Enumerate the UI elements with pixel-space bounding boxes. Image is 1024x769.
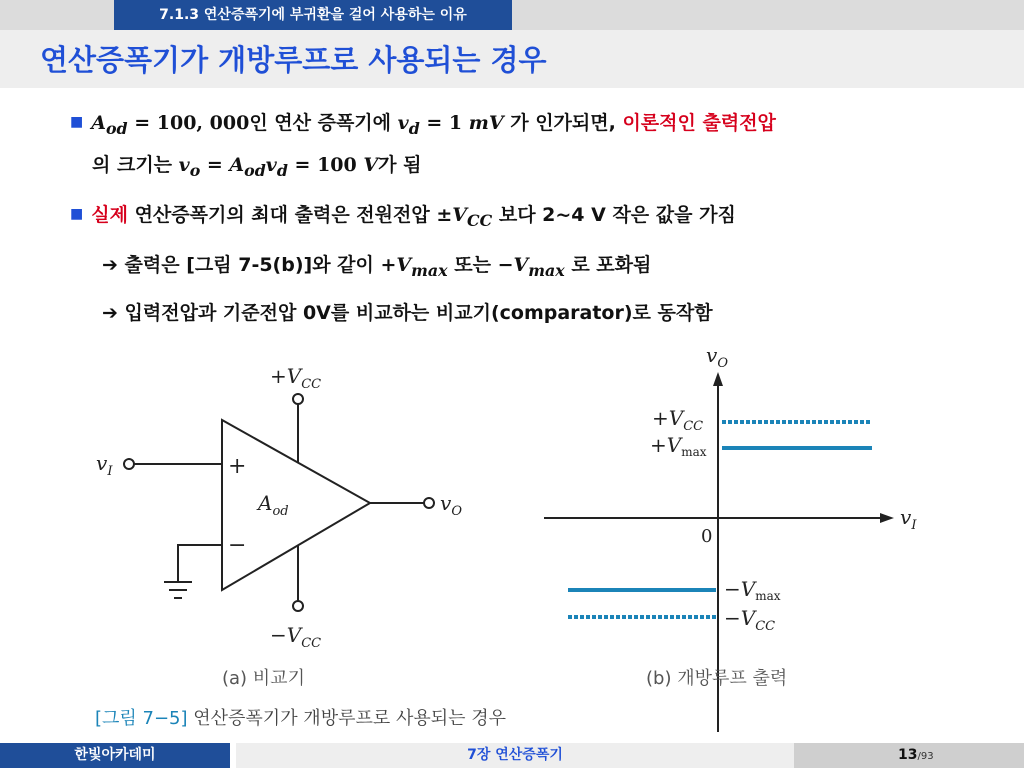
sym-plus-vmax: +V (380, 254, 412, 276)
plus-vcc-label: +V (652, 406, 684, 430)
sym-v: v (397, 112, 409, 134)
chapter-label: 7장 연산증폭기 (236, 743, 794, 768)
text: 가 됨 (378, 154, 422, 176)
page-current: 13 (898, 747, 918, 763)
plus-vmax-label: +V (650, 433, 682, 457)
eq-100: = 100 (287, 154, 364, 176)
input-terminal (124, 459, 134, 469)
text: 로 포화됨 (564, 254, 652, 276)
publisher-label: 한빛아카데미 (0, 743, 230, 768)
opamp-triangle (222, 420, 370, 590)
sub-od: od (244, 160, 266, 180)
svg-text:−VCC: $-V_{CC}$ (724, 606, 776, 634)
svg-text:+VCC: $+V_{CC}$ (270, 364, 322, 392)
eq: = (200, 154, 230, 176)
sym-v: v (265, 154, 277, 176)
text: 가 인가되면, (503, 112, 623, 134)
vcc-neg-label: −V (270, 623, 302, 647)
highlight-text: 실제 (91, 204, 128, 226)
footer (0, 743, 1024, 768)
svg-text:vI: $v_I$ (96, 451, 113, 479)
sub-max: max (411, 260, 448, 280)
sub-d: d (276, 160, 288, 180)
sym-minus-vmax: −V (497, 254, 529, 276)
sym-A: A (229, 154, 245, 176)
arrow-icon: ➔ (102, 254, 118, 276)
page-total: /93 (917, 751, 934, 762)
vcc-pos-terminal (293, 394, 303, 404)
output-terminal (424, 498, 434, 508)
y-axis-arrow-icon (713, 372, 723, 386)
text: 보다 2~4 V 작은 값을 가짐 (492, 204, 736, 226)
bullet-marker-icon: ■ (70, 206, 84, 222)
plus-sign: + (228, 454, 247, 479)
figure-number: [그림 7−5] (95, 708, 188, 729)
svg-text:+VCC: $+V_{CC}$ (652, 406, 704, 434)
vcc-neg-terminal (293, 601, 303, 611)
sub-d: d (408, 118, 420, 138)
page-number (898, 743, 934, 769)
caption-a: (a) 비교기 (222, 668, 305, 689)
vcc-pos-label: +V (270, 364, 302, 388)
sym-A: A (91, 112, 106, 134)
minus-vcc-label: −V (724, 606, 756, 630)
svg-text:vO: $v_O$ (440, 491, 462, 519)
caption-b: (b) 개방루프 출력 (646, 668, 788, 689)
gain-label: A (258, 491, 273, 515)
svg-text:vI: $v_I$ (900, 505, 917, 533)
text: 의 크기는 (92, 154, 179, 176)
svg-text:Aod: $A_{od}$ (258, 491, 289, 519)
svg-text:−Vmax: $-V_{max}$ (724, 577, 781, 603)
sub-max: max (528, 260, 565, 280)
output-label: v (440, 491, 452, 515)
text: 입력전압과 기준전압 0V를 비교하는 비교기(comparator)로 동작함 (117, 302, 713, 324)
eq-100000: = 100, 000 (127, 112, 250, 134)
minus-sign: − (228, 533, 247, 558)
origin-label: 0 (701, 526, 713, 547)
x-axis-label: v (900, 505, 912, 529)
x-axis-arrow-icon (880, 513, 894, 523)
svg-text:vO: $v_O$ (706, 343, 728, 371)
text: 인 연산 증폭기에 (249, 112, 398, 134)
sub-o: o (189, 160, 201, 180)
page-title: 연산증폭기가 개방루프로 사용되는 경우 (40, 43, 547, 77)
svg-text:−VCC: $-V_{CC}$ (270, 623, 322, 651)
figure-caption: 연산증폭기가 개방루프로 사용되는 경우 (187, 708, 507, 729)
bullet-marker-icon: ■ (70, 114, 84, 130)
y-axis-label: v (706, 343, 718, 367)
text: 또는 (447, 254, 498, 276)
highlight-text: 이론적인 출력전압 (622, 112, 776, 134)
sub-cc: CC (467, 210, 493, 230)
sub-od: od (105, 118, 128, 138)
input-label: v (96, 451, 108, 475)
eq-1: = 1 (419, 112, 469, 134)
svg-text:[그림 7−5] 연산증폭기가 개방루프로 사용되는 경우 (95, 707, 506, 729)
comparator-diagram (96, 364, 462, 651)
svg-text:+Vmax: $+V_{max}$ (650, 433, 707, 459)
ground-wire (178, 545, 222, 582)
minus-vmax-label: −V (724, 577, 756, 601)
unit-mv: mV (468, 112, 504, 134)
unit-v: V (363, 154, 379, 176)
arrow-icon: ➔ (102, 302, 118, 324)
sym-vo: v (178, 154, 190, 176)
sym-pm-vcc: ±V (436, 204, 468, 226)
text: 연산증폭기의 최대 출력은 전원전압 (127, 204, 437, 226)
section-header: 7.1.3 연산증폭기에 부귀환을 걸어 사용하는 이유 (114, 0, 512, 30)
text: 출력은 [그림 7-5(b)]와 같이 (117, 254, 381, 276)
